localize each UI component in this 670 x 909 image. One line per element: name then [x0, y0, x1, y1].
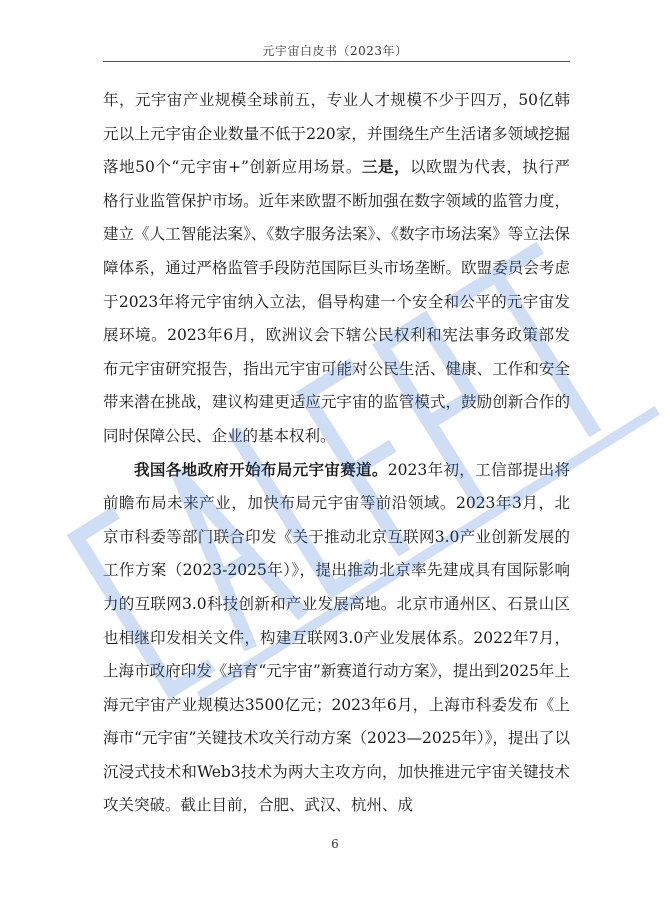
running-header: 元宇宙白皮书（2023年） — [262, 44, 408, 58]
paragraph-1-text-a: 年，元宇宙产业规模全球前五，专业人才规模不少于四万，50亿韩元以上元宇宙企业数量不低于220家，并围绕生产生活诸多领域挖掘落地50个“元宇宙+”创新应用场景。 — [103, 91, 570, 177]
paragraph-1 — [103, 84, 570, 454]
paragraph-2-text: 2023年初，工信部提出将前瞻布局未来产业，加快布局元宇宙等前沿领域。2023年3月，北京市科委等部门联合印发《关于推动北京互联网3.0产业创新发展的工作方案（2023-2025年）》，提出推动北京率先建成具有国际影响力的互联网3.0科技创新和产业发展高地。北京市通州区、石景山区也相继印发相关文件，构建互联网3.0产业发展体系。2022年7月，上海市政府印发《培育“元宇宙”新赛道行动方案》，提出到2025年上海元宇宙产业规模达3500亿元；2023年6月，上海市科委发布《上海市“元宇宙”关键技术攻关行动方案（2023—2025年）》，提出了以沉浸式技术和Web3技术为两大主攻方向，加快推进元宇宙关键技术攻关突破。截止目前，合肥、武汉、杭州、成 — [103, 460, 570, 815]
paragraph-2 — [103, 454, 570, 824]
paragraph-1-bold-label: 三是， — [361, 158, 411, 177]
page-number: 6 — [331, 837, 339, 851]
paragraph-1-text-b: 以欧盟为代表，执行严格行业监管保护市场。近年来欧盟不断加强在数字领域的监管力度，建立《人工智能法案》、《数字服务法案》、《数字市场法案》等立法保障体系，通过严格监管手段防范国际巨头市场垄断。欧盟委员会考虑于2023年将元宇宙纳入立法，倡导构建一个安全和公平的元宇宙发展环境。2023年6月，欧洲议会下辖公民权利和宪法事务政策部发布元宇宙研究报告，指出元宇宙可能对公民生活、健康、工作和安全带来潜在挑战，建议构建更适应元宇宙的监管模式，鼓励创新合作的同时保障公民、企业的基本权利。 — [103, 158, 570, 445]
header-rule — [103, 61, 570, 62]
body-text — [103, 84, 570, 823]
paragraph-2-bold-lead: 我国各地政府开始布局元宇宙赛道。 — [134, 460, 388, 479]
